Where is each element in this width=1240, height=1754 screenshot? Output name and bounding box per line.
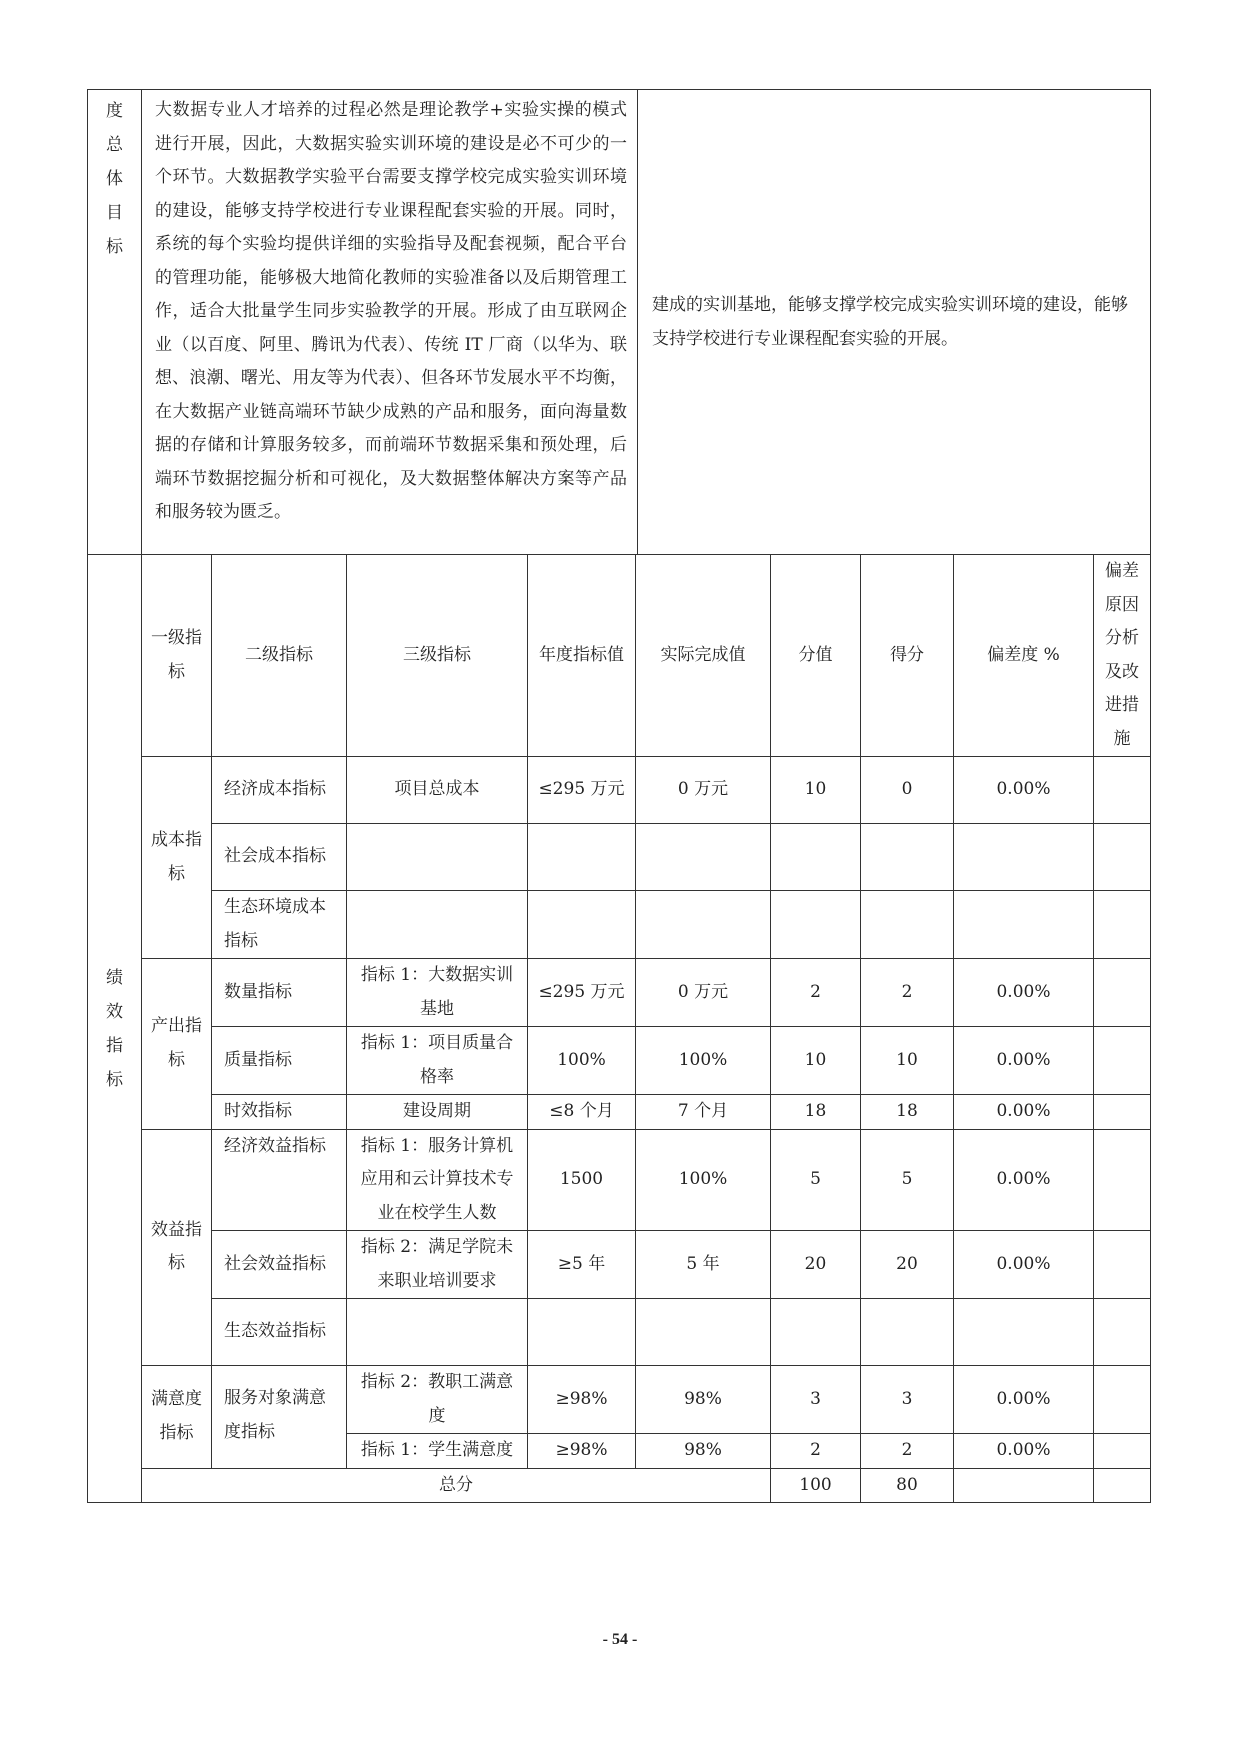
row-actual: 5 年 <box>636 1231 771 1299</box>
row-level2: 服务对象满意度指标 <box>212 1366 347 1469</box>
side-label-char: 绩 <box>106 967 123 988</box>
goal-label-char: 体 <box>106 169 123 189</box>
row-level3: 建设周期 <box>347 1095 528 1130</box>
row-level3: 指标 1：学生满意度 <box>347 1434 528 1469</box>
page-number: - 54 - <box>602 1631 638 1648</box>
row-deviation: 0.00% <box>954 959 1094 1027</box>
goal-label-char: 标 <box>106 237 123 257</box>
row-level2: 生态环境成本指标 <box>212 891 347 959</box>
row-reason <box>1094 1434 1151 1469</box>
row-score: 20 <box>861 1231 954 1299</box>
row-target: ≤8 个月 <box>528 1095 636 1130</box>
row-target <box>528 891 636 959</box>
header-annual-target: 年度指标值 <box>528 555 636 757</box>
table-row <box>88 1299 1151 1366</box>
row-level2: 经济成本指标 <box>212 757 347 824</box>
side-label-char: 指 <box>106 1035 123 1056</box>
goal-label-char: 度 <box>106 101 123 121</box>
row-deviation <box>954 891 1094 959</box>
row-value: 20 <box>771 1231 861 1299</box>
group-output: 产出指标 <box>142 959 212 1130</box>
row-value: 10 <box>771 757 861 824</box>
row-level2: 时效指标 <box>212 1095 347 1130</box>
row-actual <box>636 891 771 959</box>
row-reason <box>1094 959 1151 1027</box>
row-level3 <box>347 1299 528 1366</box>
total-deviation <box>954 1468 1094 1503</box>
row-value: 10 <box>771 1027 861 1095</box>
header-level3: 三级指标 <box>347 555 528 757</box>
table-row <box>88 1231 1151 1299</box>
total-reason <box>1094 1468 1151 1503</box>
header-deviation: 偏差度 % <box>954 555 1094 757</box>
row-level3: 指标 1：服务计算机应用和云计算技术专业在校学生人数 <box>347 1129 528 1231</box>
row-level2: 经济效益指标 <box>212 1129 347 1231</box>
table-row <box>88 1027 1151 1095</box>
total-value: 100 <box>771 1468 861 1503</box>
row-reason <box>1094 1231 1151 1299</box>
row-target: ≥98% <box>528 1366 636 1434</box>
row-deviation: 0.00% <box>954 1095 1094 1130</box>
row-level3: 指标 2：满足学院未来职业培训要求 <box>347 1231 528 1299</box>
performance-indicator-table <box>87 554 1151 1503</box>
row-deviation <box>954 1299 1094 1366</box>
row-score <box>861 891 954 959</box>
row-deviation <box>954 824 1094 891</box>
row-actual: 98% <box>636 1366 771 1434</box>
group-benefit: 效益指标 <box>142 1129 212 1366</box>
overall-goal-label <box>88 90 142 555</box>
row-value: 18 <box>771 1095 861 1130</box>
row-deviation: 0.00% <box>954 1231 1094 1299</box>
header-actual: 实际完成值 <box>636 555 771 757</box>
header-level1: 一级指标 <box>142 555 212 757</box>
row-actual: 98% <box>636 1434 771 1469</box>
row-deviation: 0.00% <box>954 1129 1094 1231</box>
row-actual: 100% <box>636 1027 771 1095</box>
row-reason <box>1094 1366 1151 1434</box>
table-row <box>88 824 1151 891</box>
row-level3 <box>347 891 528 959</box>
goal-label-char: 目 <box>106 203 123 223</box>
table-row <box>88 959 1151 1027</box>
row-target: 100% <box>528 1027 636 1095</box>
header-level2: 二级指标 <box>212 555 347 757</box>
row-target: 1500 <box>528 1129 636 1231</box>
row-level3 <box>347 824 528 891</box>
header-row <box>88 555 1151 757</box>
row-value: 3 <box>771 1366 861 1434</box>
table-row <box>88 757 1151 824</box>
row-reason <box>1094 1129 1151 1231</box>
row-actual: 100% <box>636 1129 771 1231</box>
total-row <box>88 1468 1151 1503</box>
row-score: 2 <box>861 1434 954 1469</box>
row-target: ≥98% <box>528 1434 636 1469</box>
table-row <box>88 1095 1151 1130</box>
row-value <box>771 891 861 959</box>
row-target: ≤295 万元 <box>528 959 636 1027</box>
row-level2: 质量指标 <box>212 1027 347 1095</box>
row-value <box>771 824 861 891</box>
row-actual <box>636 1299 771 1366</box>
row-level3: 指标 1：项目质量合格率 <box>347 1027 528 1095</box>
row-value: 2 <box>771 1434 861 1469</box>
row-level2: 数量指标 <box>212 959 347 1027</box>
row-value <box>771 1299 861 1366</box>
row-level2: 社会效益指标 <box>212 1231 347 1299</box>
row-score: 10 <box>861 1027 954 1095</box>
overall-goal-table <box>87 89 1151 555</box>
goal-label-char: 总 <box>106 135 123 155</box>
row-level2: 生态效益指标 <box>212 1299 347 1366</box>
row-reason <box>1094 1095 1151 1130</box>
table-row <box>88 1129 1151 1231</box>
row-actual: 7 个月 <box>636 1095 771 1130</box>
row-value: 5 <box>771 1129 861 1231</box>
performance-side-label <box>88 555 142 1503</box>
goal-left-text: 大数据专业人才培养的过程必然是理论教学+实验实操的模式进行开展，因此，大数据实验实训环境的建设是必不可少的一个环节。大数据教学实验平台需要支撑学校完成实验实训环境的建设，能够支持学校进行专业课程配套实验的开展。同时，系统的每个实验均提供详细的实验指导及配套视频，配合平台的管理功能，能够极大地简化教师的实验准备以及后期管理工作，适合大批量学生同步实验教学的开展。形成了由互联网企业（以百度、阿里、腾讯为代表）、传统 IT 厂商（以华为、联想、浪潮、曙光、用友等为代表）、但各环节发展水平不均衡，在大数据产业链高端环节缺少成熟的产品和服务，面向海量数据的存储和计算服务较多，而前端环节数据采集和预处理，后端环节数据挖掘分析和可视化，及大数据整体解决方案等产品和服务较为匮乏。 <box>142 90 638 555</box>
row-reason <box>1094 1299 1151 1366</box>
row-deviation: 0.00% <box>954 1366 1094 1434</box>
row-level3: 指标 2：教职工满意度 <box>347 1366 528 1434</box>
row-score: 5 <box>861 1129 954 1231</box>
goal-right-text: 建成的实训基地，能够支撑学校完成实验实训环境的建设，能够支持学校进行专业课程配套实验的开展。 <box>638 90 1151 555</box>
row-actual: 0 万元 <box>636 959 771 1027</box>
row-actual: 0 万元 <box>636 757 771 824</box>
row-level3: 项目总成本 <box>347 757 528 824</box>
row-target <box>528 824 636 891</box>
table-row <box>88 1366 1151 1434</box>
row-actual <box>636 824 771 891</box>
row-score <box>861 1299 954 1366</box>
row-level3: 指标 1：大数据实训基地 <box>347 959 528 1027</box>
total-score: 80 <box>861 1468 954 1503</box>
row-target: ≤295 万元 <box>528 757 636 824</box>
group-satisfaction: 满意度指标 <box>142 1366 212 1469</box>
row-target: ≥5 年 <box>528 1231 636 1299</box>
table-row <box>88 891 1151 959</box>
row-score: 2 <box>861 959 954 1027</box>
row-reason <box>1094 824 1151 891</box>
total-label: 总分 <box>142 1468 771 1503</box>
row-reason <box>1094 757 1151 824</box>
header-score-value: 分值 <box>771 555 861 757</box>
row-deviation: 0.00% <box>954 757 1094 824</box>
row-score: 0 <box>861 757 954 824</box>
header-reason: 偏差原因分析及改进措施 <box>1094 555 1151 757</box>
row-target <box>528 1299 636 1366</box>
row-deviation: 0.00% <box>954 1027 1094 1095</box>
row-score: 18 <box>861 1095 954 1130</box>
header-score: 得分 <box>861 555 954 757</box>
row-score <box>861 824 954 891</box>
row-level2: 社会成本指标 <box>212 824 347 891</box>
row-value: 2 <box>771 959 861 1027</box>
side-label-char: 效 <box>106 1001 123 1022</box>
side-label-char: 标 <box>106 1069 123 1090</box>
row-reason <box>1094 1027 1151 1095</box>
row-reason <box>1094 891 1151 959</box>
row-deviation: 0.00% <box>954 1434 1094 1469</box>
row-score: 3 <box>861 1366 954 1434</box>
group-cost: 成本指标 <box>142 757 212 959</box>
